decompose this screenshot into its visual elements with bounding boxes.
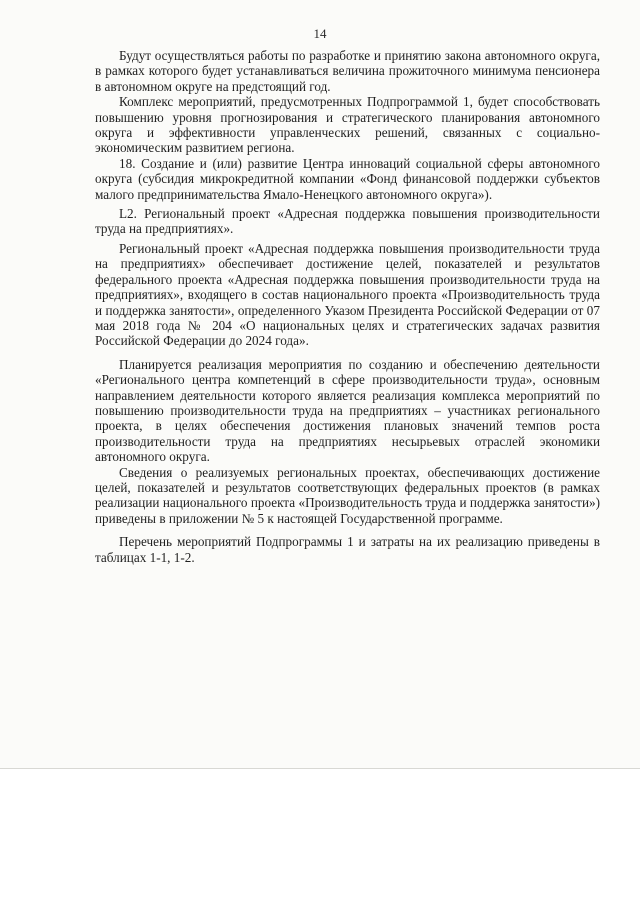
paragraph-competence-center: Планируется реализация мероприятия по созданию и обеспечению деятельности «Регионального центра компетенций в сфере производительности труда», основным направлением деятельности которого является реализация комплекса мероприятий по повышению производительности труда на предприятиях – участниках регионального проекта, в целях обеспечения достижения плановых значений темпов роста производительности труда на предприятиях несырьевых отраслей экономики автономного округа. (95, 356, 600, 465)
paragraph-regional-project-goals: Региональный проект «Адресная поддержка повышения производительности труда на предприятиях» обеспечивает достижение целей, показателей и результатов федерального проекта «Адресная поддержка повышения производительности труда на предприятиях», входящего в состав национального проекта «Производительность труда и поддержка занятости», определенного Указом Президента Российской Федерации от 07 мая 2018 года № 204 «О национальных целях и стратегических задачах развития Российской Федерации до 2024 года». (95, 240, 600, 349)
paragraph-regional-project-heading: L2. Региональный проект «Адресная поддержка повышения производительности труда на предприятиях». (95, 206, 600, 237)
paragraph-pension-law: Будут осуществляться работы по разработке и принятию закона автономного округа, в рамках которого будет устанавливаться величина прожиточного минимума пенсионера в автономном округе на предстоящий год. (95, 48, 600, 94)
paragraph-innovation-center: 18. Создание и (или) развитие Центра инноваций социальной сферы автономного округа (субсидия микрокредитной компании «Фонд финансовой поддержки субъектов малого предпринимательства Ямало-Ненецкого автономного округа»). (95, 155, 600, 202)
paragraph-tables-reference: Перечень мероприятий Подпрограммы 1 и затраты на их реализацию приведены в таблицах 1-1, 1-2. (95, 534, 600, 565)
paragraph-project-info: Сведения о реализуемых региональных проектах, обеспечивающих достижение целей, показателей и результатов соответствующих федеральных проектов (в рамках реализации национального проекта «Производительность труда и поддержка занятости») приведены в приложении № 5 к настоящей Государственной программе. (95, 464, 600, 526)
page-number: 14 (313, 26, 327, 41)
paragraph-subprogram-measures: Комплекс мероприятий, предусмотренных Подпрограммой 1, будет способствовать повышению уровня прогнозирования и стратегического планирования автономного округа и эффективности управленческих решений, связанных с социально-экономическим развитием региона. (95, 94, 600, 156)
document-body (95, 48, 600, 565)
